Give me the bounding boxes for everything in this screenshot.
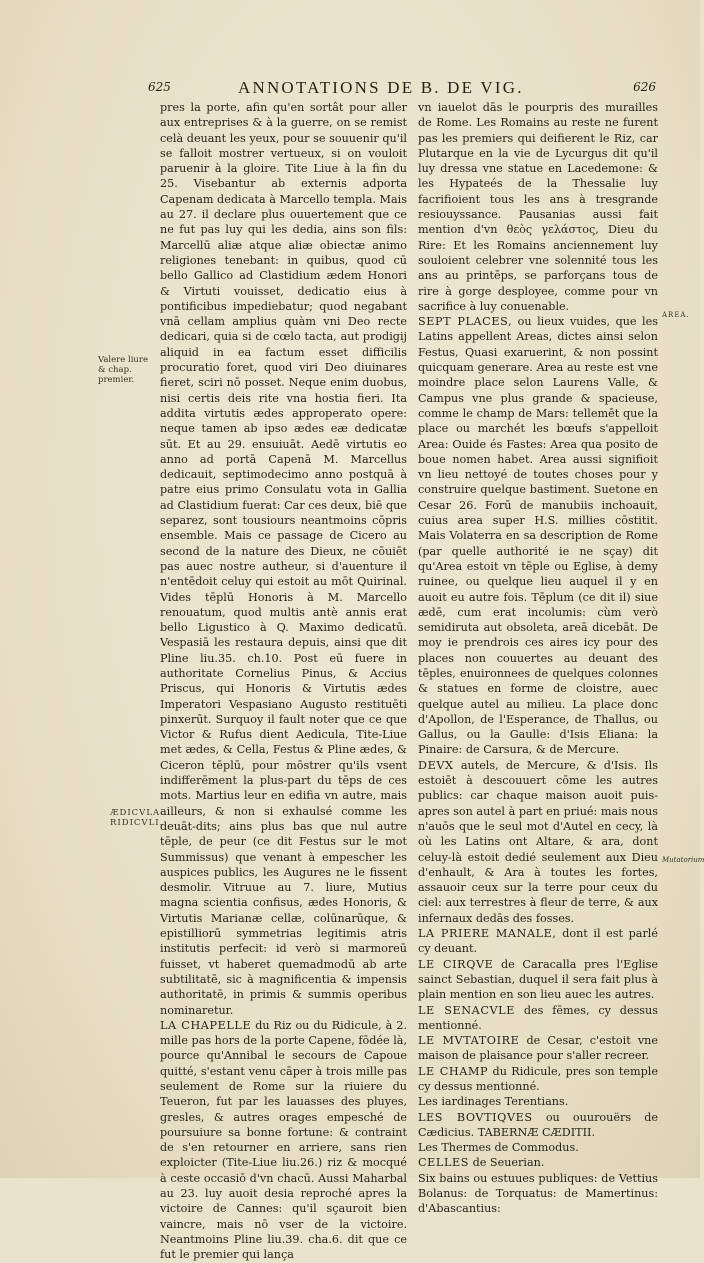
running-header	[148, 78, 656, 100]
item-text: ou ouurouërs de Cædicius. TABERNÆ CÆDITII.	[418, 1110, 659, 1139]
paragraph-text: du Riz ou du Ridicule, à 2. mille pas hors de la porte Capene, fōdée là, pource qu'Annibal le secours de Capoue quitté, s'estant venu cāper à trois mille pas seulement de Rome sur la riuiere du Teueron, fut par les lauasses des pluyes, gresles, & autres orages empesché de poursuiure sa bonne fortune: & contraint de s'en retourner en arriere, sans rien exploicter (Tite-Liue liu.26.) riz & mocqué à ceste occasiō d'vn chacū. Aussi Maharbal au 23. luy auoit desia reproché apres la victoire de Cannes: qu'il sçauroit bien vaincre, mais nō vser de la victoire. Neantmoins Pline liu.39. cha.6. dit que ce fut le premier qui lança	[160, 1018, 408, 1262]
list-item	[418, 926, 658, 957]
paragraph-lead: DEVX	[418, 758, 454, 772]
paragraph	[418, 314, 658, 758]
item-lead: LES BOVTIQVES	[418, 1110, 533, 1124]
page-number-left: 625	[148, 80, 171, 94]
paragraph: vn iauelot dās le pourpris des murailles de Rome. Les Romains au reste ne furent pas les premiers qui deifierent le Riz, car Plutarque en la vie de Lycurgus dit qu'il luy dressa vne statue en Lacedemone: & les Hypateés de la Thessalie luy facrifioient tous les ans à tresgrande resiouyssance. Pausanias aussi fait mention d'vn θεὸς γελάστος, Dieu du Rire: Et les Romains anciennement luy souloient celebrer vne solennité tous les ans au printēps, se parforçans tous de rire à gorge desployee, comme pour vn sacrifice à luy conuenable.	[418, 101, 658, 313]
list-item	[418, 1003, 658, 1034]
paragraph	[160, 1018, 407, 1263]
paragraph-text: ou lieux vuides, que les Latins appellent Areas, dictes ainsi selon Festus, Quasi exaruerint, & non possint quicquam generare. Area au reste est vne moindre place selon Laurens Valle, & Campus vne plus grande & spacieuse, comme le champ de Mars: tellemēt que la place ou marchét les bœufs s'appelloit Area: Ouide és Fastes: Area qua posito de boue nomen habet. Area aussi signifioit vn lieu nettoyé de toutes choses pour y construire quelque bastiment. Suetone en Cesar 26. Forū de manubiis inchoauit, cuius area super H.S. millies cōstitit. Mais Volaterra en sa description de Rome (par quelle authorité ie ne sçay) dit qu'Area estoit vn tēple ou Eglise, à demy ruinee, ou quelque lieu auquel il y en auoit eu autre fois. Tēplum (ce dit il) siue ædē, cum erat incolumis: cùm verò semidiruta aut obsoleta, areā dicebāt. De moy ie prendrois ces aires icy pour des places non couuertes au deuant des tēples, enuironnees de quelques colonnes & statues en forme de cloistre, auec quelque autel au milieu. La place donc d'Apollon, de l'Esperance, de Thallus, ou Gallus, ou la Gaulle: d'Isis Eliana: la Pinaire: de Carsura, & de Mercure.	[418, 315, 659, 757]
paragraph-lead: LA CHAPELLE	[160, 1018, 252, 1032]
list-item	[418, 1064, 658, 1095]
item-text: du Ridicule, pres son temple cy dessus mentionné.	[418, 1064, 658, 1093]
left-column	[160, 100, 407, 1263]
running-title: ANNOTATIONS DE B. DE VIG.	[238, 78, 524, 97]
page-number-right: 626	[633, 80, 656, 94]
item-lead: LE CHAMP	[418, 1064, 489, 1078]
list-item	[418, 1110, 658, 1141]
item-text: des fēmes, cy dessus mentionné.	[418, 1003, 658, 1032]
item-text: Les Thermes de Commodus.	[418, 1141, 579, 1155]
margin-note-valere: Valere liure & chap. premier.	[98, 355, 148, 385]
item-lead: CELLES	[418, 1156, 470, 1170]
list-item	[418, 1140, 658, 1155]
item-text: de Seuerian.	[469, 1156, 545, 1170]
paragraph: pres la porte, afin qu'en sortât pour aller aux entreprises & à la guerre, on se remist celà deuant les yeux, pour se souuenir qu'il se falloit mostrer vertueux, si on vouloit paruenir à la gloire. Tite Liue à la fin du 25. Visebantur ab externis adporta Capenam dedicata à Marcello templa. Mais au 27. il declare plus ouuertement que ce ne fut pas luy qui les dedia, ains son fils: Marcellū aliæ atque aliæ obiectæ animo religiones tenebant: in quibus, quod cū bello Gallico ad Clastidium ædem Honori & Virtuti vouisset, dedicatio eius à pontificibus impediebatur; quod negabant vnā cellam amplius quàm vni Deo recte dedicari, quia si de cœlo tacta, aut prodigij aliquid in ea factum esset difficilis procuratio foret, quod viri Deo diuinares fieret, sciri nō posset. Neque enim duobus, nisi certis deis rite vna hostia fieri. Ita addita virtutis ædes approperato opere: neque tamen ab ipso ædes eæ dedicatæ sūt. Et au 29. ensuiuāt. Aedē virtutis eo anno ad portā Capenā M. Marcellus dedicauit, septimodecimo anno postquā à patre eius primo Consulatu vota in Gallia ad Clastidium fuerat: Car ces deux, biē que separez, sont tousiours neantmoins cōpris ensemble. Mais ce passage de Cicero au second de la nature des Dieux, ne cōuiēt pas auec nostre autheur, si d'auenture il n'entēdoit celuy qui estoit au mōt Quirinal. Vides tēplū Honoris à M. Marcello renouatum, quod multis antè annis erat bello Ligustico à Q. Maximo dedicatū. Vespasiā les restaura depuis, ainsi que dit Pline liu.35. ch.10. Post eū fuere in authoritate Cornelius Pinus, & Accius Priscus, qui Honoris & Virtutis ædes Imperatori Vespasiano Augusto restituēti pinxerūt. Surquoy il fault noter que ce que Victor & Rufus dient Aedicula, Tite-Liue met ædes, & Cella, Festus & Pline ædes, & Ciceron tēplū, pour mōstrer qu'ils vsent indifferēment la plus-part du tēps de ces mots. Martius leur en edifia vn autre, mais ailleurs, & non si exhaulsé comme les deuāt-dits; ains plus bas que nul autre tēple, de peur (ce dit Festus sur le mot Summissus) que venant à empescher les auspices publics, les Augures ne le fissent desmolir. Vitruue au 7. liure, Mutius magna scientia confisus, ædes Honoris, & Virtutis Marianæ cellæ, colūnarūque, & epistilliorū symmetrias legitimis atris institutis perfecit: id verò si marmoreū fuisset, vt haberet quemadmodū ab arte subtilitatē, sic à magnificentia & impensis authoritatē, in primis & summis operibus nominaretur.	[160, 101, 407, 1017]
paragraph-text: autels, de Mercure, & d'Isis. Ils estoiēt à descouuert cōme les autres publics: car chaque maison auoit puis-apres son autel à part en priué: mais nous n'auōs que le seul mot d'Autel en cecy, là où les Latins ont Altare, & ara, dont celuy-là estoit dedié seulement aux Dieu d'enhault, & Ara à toutes les fortes, assauoir ceux sur la terre pour ceux du ciel: aux terrestres à fleur de terre, & aux infernaux dedās des fosses.	[418, 758, 658, 925]
paragraph	[418, 758, 658, 926]
list-item	[418, 1094, 658, 1109]
paragraph-lead: SEPT PLACES,	[418, 315, 513, 329]
item-text: de Caracalla pres l'Eglise sainct Sebastian, duquel il sera fait plus à plain mention en son lieu auec les autres.	[418, 957, 658, 1002]
item-text: Six bains ou estuues publiques: de Vettius Bolanus: de Torquatus: de Mamertinus: d'Abascantius:	[418, 1171, 658, 1216]
item-lead: LE SENACVLE	[418, 1003, 515, 1017]
item-text: de Cesar, c'estoit vne maison de plaisance pour s'aller recreer.	[418, 1034, 658, 1063]
list-item	[418, 1171, 658, 1217]
margin-note-aedicula: ÆDICVLA RIDICVLI.	[110, 808, 164, 828]
right-column	[418, 100, 658, 1217]
item-lead: LE CIRQVE	[418, 957, 494, 971]
list-item	[418, 1155, 658, 1170]
margin-note-area: AREA.	[662, 311, 690, 319]
item-lead: LE MVTATOIRE	[418, 1034, 520, 1048]
item-text: Les iardinages Terentians.	[418, 1095, 569, 1109]
list-item	[418, 957, 658, 1003]
list-item	[418, 1033, 658, 1064]
margin-note-mutatorium: Mutatorium	[662, 856, 704, 864]
item-lead: LA PRIERE MANALE,	[418, 927, 557, 941]
item-text: dont il est parlé cy deuant.	[418, 927, 658, 956]
